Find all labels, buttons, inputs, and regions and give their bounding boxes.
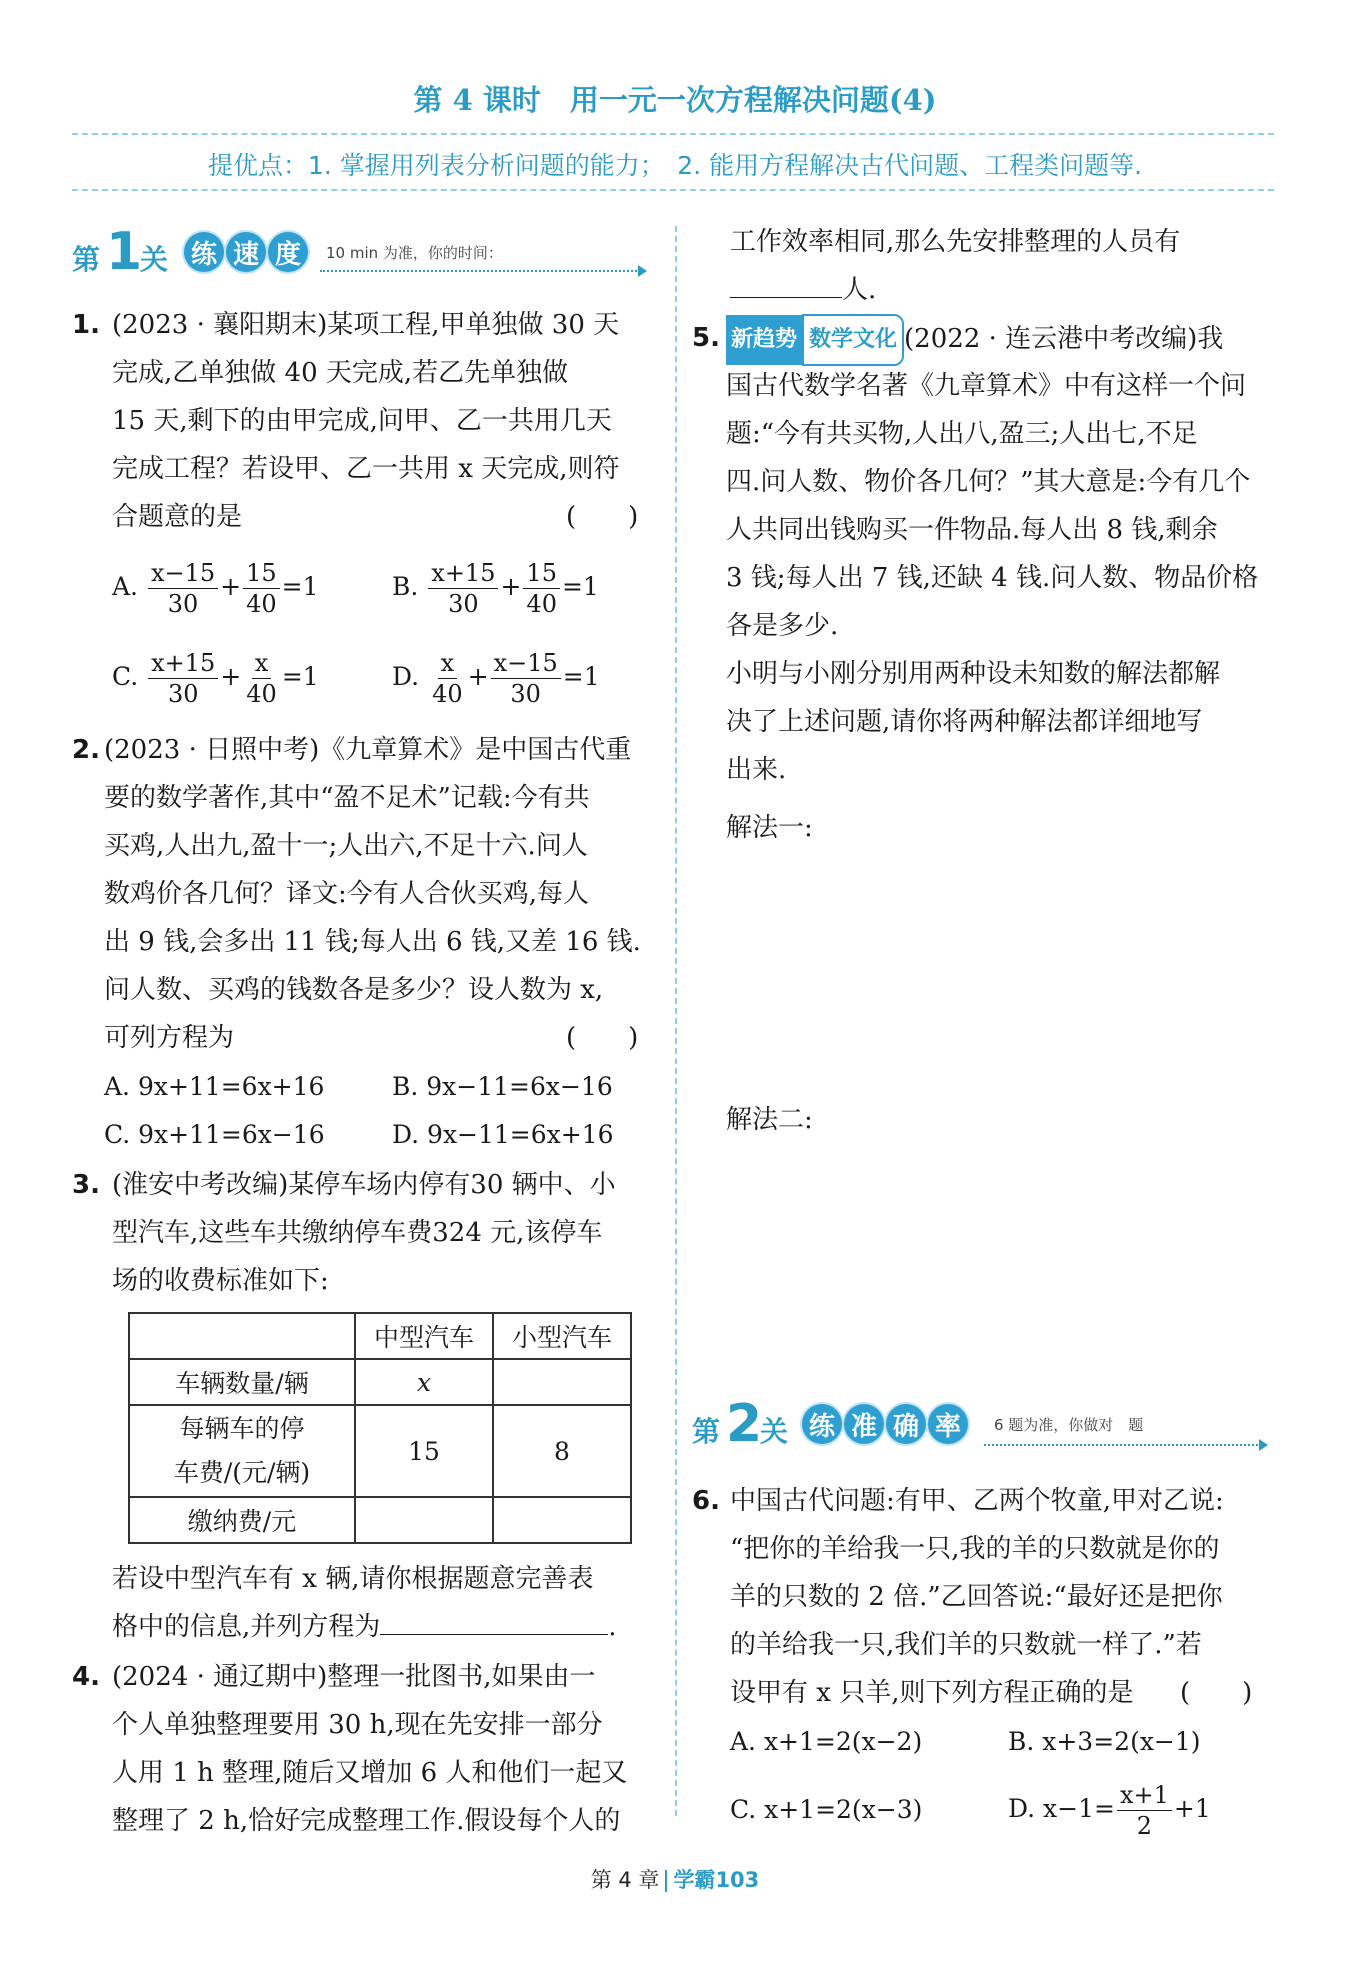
q6-line: “把你的羊给我一只,我的羊的只数就是你的 [730,1534,1220,1564]
q2-answer-paren: ( ) [566,1023,639,1053]
denominator: 40 [432,680,463,708]
q2-number: 2. [72,735,100,765]
q6-option-a: A. x+1=2(x−2) [730,1727,923,1756]
numerator: x [438,648,458,679]
equals-one: =1 [561,572,599,601]
q4-cont-line: 工作效率相同,那么先安排整理的人员有 [730,227,1181,257]
section-2-arrow [984,1444,1266,1446]
q5-culture-tag: 数学文化 [802,314,904,366]
q1-line: (2023 · 襄阳期末)某项工程,甲单独做 30 天 [112,310,620,340]
section-1-note: 10 min 为准，你的时间： [326,244,503,262]
fraction [243,558,280,619]
footer-page-number: 103 [715,1868,760,1892]
q5-number: 5. [692,323,720,353]
q2-line: (2023 · 日照中考)《九章算术》是中国古代重 [104,735,632,765]
numerator: 15 [243,558,280,589]
table-row [129,1405,631,1497]
q5-line: 人共同出钱购买一件物品.每人出 8 钱,剩余 [726,515,1218,545]
fraction [491,648,561,709]
q1-option-b [392,558,599,619]
q6-line: 羊的只数的 2 倍.”乙回答说:“最好还是把你 [730,1582,1223,1612]
q4-line: (2024 · 通辽期中)整理一批图书,如果由一 [112,1662,596,1692]
header-rule-bottom [72,189,1274,191]
q3-line: (淮安中考改编)某停车场内停有30 辆中、小 [112,1170,616,1200]
table-header-row [129,1313,631,1359]
q6-line: 设甲有 x 只羊,则下列方程正确的是 [730,1678,1134,1708]
table-header-cell: 中型汽车 [355,1313,493,1359]
page-footer [0,1864,1350,1894]
q2-line: 要的数学著作,其中“盈不足术”记载:今有共 [104,783,590,813]
denominator: 40 [246,680,277,708]
q4-end: 人. [842,275,877,305]
section-1-number: 1 [106,222,143,282]
q5-line: 四.问人数、物价各几何？”其大意是:今有几个 [726,467,1251,497]
q1-option-d [392,648,600,709]
q4-line: 个人单独整理要用 30 h,现在先安排一部分 [112,1710,603,1740]
q6-answer-paren: ( ) [1180,1678,1253,1708]
q1-answer-paren: ( ) [566,502,639,532]
q5-line: 国古代数学名著《九章算术》中有这样一个问 [726,371,1247,401]
table-cell [493,1359,631,1405]
q4-line: 整理了 2 h,恰好完成整理工作.假设每个人的 [112,1806,621,1836]
q2-option-d: D. 9x−11=6x+16 [392,1120,614,1149]
q4-cont-line [730,266,876,314]
q6-option-c: C. x+1=2(x−3) [730,1795,923,1824]
fraction [428,558,498,619]
q3-after-text: 格中的信息,并列方程为 [112,1612,381,1642]
denominator: 2 [1136,1812,1153,1840]
section-1-char: 练 [184,232,224,272]
q3-after-line: 若设中型汽车有 x 辆,请你根据题意完善表 [112,1564,594,1594]
fraction [523,558,560,619]
table-cell: 15 [355,1405,493,1497]
table-cell [355,1497,493,1543]
column-divider [675,226,677,1816]
plus-sign: + [467,662,489,691]
q1-option-c [112,648,319,709]
numerator: x+1 [1117,1780,1172,1811]
section-1-title [184,232,308,272]
q5-line: 3 钱;每人出 7 钱,还缺 4 钱.问人数、物品价格 [726,563,1259,593]
footer-brand: 学霸 [673,1868,716,1892]
section-2-char: 确 [886,1404,926,1444]
equals-one: =1 [281,662,319,691]
q3-after-line [112,1603,617,1651]
equals-one: =1 [281,572,319,601]
q5-first-text: (2022 · 连云港中考改编)我 [904,324,1224,354]
plus-sign: + [220,572,242,601]
numerator: x+15 [148,648,218,679]
q5-line: 各是多少. [726,611,839,641]
q6-line: 中国古代问题:有甲、乙两个牧童,甲对乙说: [730,1486,1224,1516]
section-2-char: 练 [802,1404,842,1444]
q3-end: . [608,1612,617,1642]
table-cell: 车辆数量/辆 [129,1359,355,1405]
table-header-cell [129,1313,355,1359]
q1-line: 合题意的是 [112,502,243,532]
q4-line: 人用 1 h 整理,随后又增加 6 人和他们一起又 [112,1758,628,1788]
q1-line: 完成,乙单独做 40 天完成,若乙先单独做 [112,358,569,388]
q2-line: 出 9 钱,会多出 11 钱;每人出 6 钱,又差 16 钱. [104,927,641,957]
table-cell: x [355,1359,493,1405]
numerator: x−15 [491,648,561,679]
numerator: x [252,648,272,679]
section-2-char: 准 [844,1404,884,1444]
lesson-title: 第 4 课时 用一元一次方程解决问题(4) [413,83,937,117]
learning-points: 提优点：1. 掌握用列表分析问题的能力； 2. 能用方程解决古代问题、工程类问题等. [207,151,1143,180]
table-row [129,1497,631,1543]
table-header-cell: 小型汽车 [493,1313,631,1359]
option-label: D. x−1= [1008,1794,1115,1823]
q2-option-a: A. 9x+11=6x+16 [104,1072,325,1101]
q2-line: 数鸡价各几何？译文:今有人合伙买鸡,每人 [104,879,590,909]
q4-answer-blank[interactable] [730,297,842,298]
section-2-note: 6 题为准，你做对 题 [994,1416,1144,1434]
denominator: 40 [246,590,277,618]
plus-sign: + [220,662,242,691]
equals-one: =1 [562,662,600,691]
q3-number: 3. [72,1170,100,1200]
numerator: x+15 [428,558,498,589]
option-label: B. [392,572,419,601]
q3-answer-blank[interactable] [380,1634,608,1635]
q5-solution-2-area[interactable] [726,1148,1274,1348]
section-2-title [802,1404,968,1444]
q4-number: 4. [72,1662,100,1692]
fraction [243,648,280,709]
q1-option-a [112,558,319,619]
section-2-char: 率 [928,1404,968,1444]
q5-solution-1-area[interactable] [726,856,1274,1086]
table-cell-line: 车费/(元/辆) [173,1458,311,1487]
section-1-guan: 关 [140,243,169,276]
section-1-char: 度 [268,232,308,272]
q1-line: 完成工程？若设甲、乙一共用 x 天完成,则符 [112,454,620,484]
q6-option-b: B. x+3=2(x−1) [1008,1727,1201,1756]
numerator: 15 [523,558,560,589]
table-cell: 缴纳费/元 [129,1497,355,1543]
denominator: 30 [167,680,199,708]
fraction [148,558,218,619]
q5-trend-tag: 新趋势 [726,315,802,365]
q6-number: 6. [692,1486,720,1516]
q5-line: 小明与小刚分别用两种设未知数的解法都解 [726,659,1221,689]
fraction [429,648,466,709]
table-cell: 8 [493,1405,631,1497]
option-label: C. [112,662,139,691]
table-row [129,1359,631,1405]
option-label: A. [112,572,139,601]
q5-line: 决了上述问题,请你将两种解法都详细地写 [726,707,1203,737]
q2-option-b: B. 9x−11=6x−16 [392,1072,613,1101]
table-cell-line: 每辆车的停 [179,1414,305,1443]
q5-solution-1-label: 解法一: [726,813,813,843]
denominator: 30 [448,590,479,618]
fraction [148,648,218,709]
table-cell [493,1497,631,1543]
fraction [1117,1780,1172,1841]
section-2-guan: 关 [760,1415,789,1448]
q3-line: 场的收费标准如下: [112,1266,329,1296]
q3-line: 型汽车,这些车共缴纳停车费324 元,该停车 [112,1218,603,1248]
q1-line: 15 天,剩下的由甲完成,问甲、乙一共用几天 [112,406,612,436]
section-1-di: 第 [72,243,101,276]
denominator: 30 [510,680,541,708]
denominator: 30 [167,590,199,618]
option-label: D. [392,662,420,691]
q6-option-d [1008,1780,1211,1841]
plus-sign: + [500,572,522,601]
numerator: x−15 [148,558,218,589]
q1-number: 1. [72,310,100,340]
q2-line: 可列方程为 [104,1023,235,1053]
section-1-arrow [320,270,645,272]
q5-line: 题:“今有共买物,人出八,盈三;人出七,不足 [726,419,1198,449]
parking-fee-table [128,1312,632,1544]
q5-solution-2-label: 解法二: [726,1105,813,1135]
section-2-number: 2 [726,1394,763,1454]
footer-separator [665,1870,667,1892]
q2-line: 买鸡,人出九,盈十一;人出六,不足十六.问人 [104,831,588,861]
q2-option-c: C. 9x+11=6x−16 [104,1120,325,1149]
q5-first-line [726,314,1223,366]
q5-line: 出来. [726,755,787,785]
header-rule-top [72,133,1274,135]
denominator: 40 [526,590,557,618]
q6-line: 的羊给我一只,我们羊的只数就一样了.”若 [730,1630,1202,1660]
q2-line: 问人数、买鸡的钱数各是多少？设人数为 x, [104,975,604,1005]
table-cell [129,1405,355,1497]
section-1-char: 速 [226,232,266,272]
footer-chapter: 第 4 章 [590,1868,660,1892]
option-tail: +1 [1173,1794,1211,1823]
section-2-di: 第 [692,1415,721,1448]
